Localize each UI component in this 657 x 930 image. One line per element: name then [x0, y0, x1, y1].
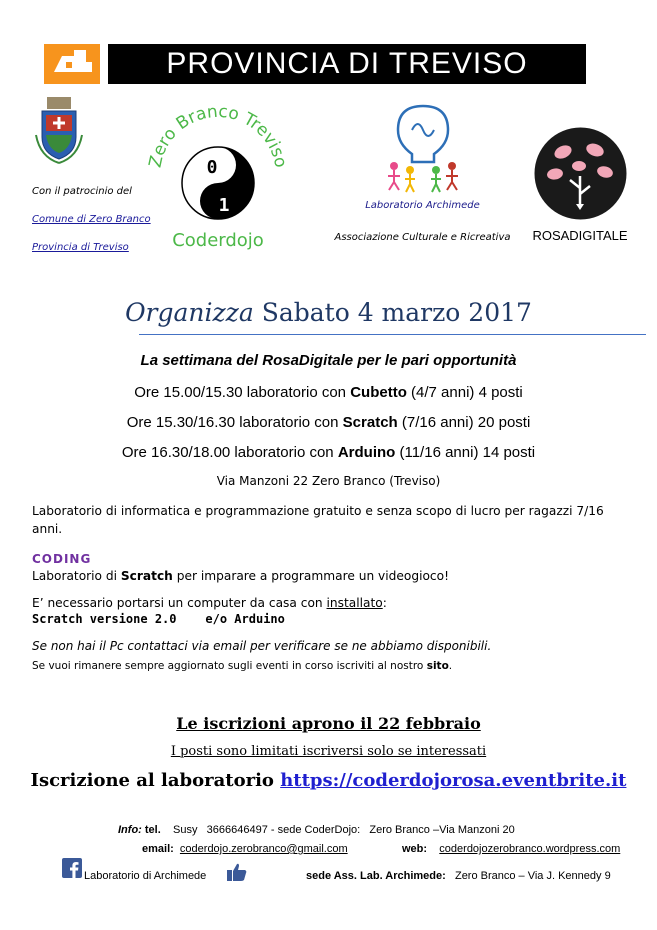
event-subtitle: La settimana del RosaDigitale per le pari opportunità	[140, 352, 517, 369]
registration-row: Iscrizione al laboratorio https://coderdojorosa.eventbrite.it	[30, 770, 627, 791]
patronage-provincia: Provincia di Treviso	[32, 242, 129, 253]
rosadigitale-name: ROSADIGITALE	[532, 228, 628, 243]
info-web-row: web: coderdojozerobranco.wordpress.com	[402, 843, 621, 855]
web-link[interactable]: coderdojozerobranco.wordpress.com	[439, 843, 621, 855]
update-note: Se vuoi rimanere sempre aggiornato sugli eventi in corso iscriviti al nostro sito.	[32, 660, 453, 672]
info-tel-row: Info: tel. Susy 3666646497 - sede CoderDojo: Zero Branco –Via Manzoni 20	[118, 824, 515, 836]
rosadigitale-logo-icon	[533, 126, 628, 221]
facebook-label: Laboratorio di Archimede	[84, 870, 207, 882]
coding-title: CODING	[32, 552, 92, 566]
registration-opens: Le iscrizioni aprono il 22 febbraio	[176, 714, 481, 733]
slot-scratch: Ore 15.30/16.30 laboratorio con Scratch (7/16 anni) 20 posti	[126, 414, 531, 431]
coat-of-arms-icon	[34, 95, 84, 165]
slot-cubetto: Ore 15.00/15.30 laboratorio con Cubetto (4/7 anni) 4 posti	[134, 384, 523, 401]
organizza-word: Organizza	[125, 298, 254, 327]
banner-title: PROVINCIA DI TREVISO	[108, 44, 586, 84]
heading-divider	[139, 334, 646, 335]
pc-note: Se non hai il Pc contattaci via email per verificare se ne abbiamo disponibili.	[32, 639, 492, 653]
lightbulb-logo-icon	[378, 100, 468, 195]
lab-description: Laboratorio di informatica e programmazione gratuito e senza scopo di lucro per ragazzi 7/16 anni.	[32, 504, 604, 536]
facebook-icon[interactable]	[62, 858, 82, 878]
limited-places-note: I posti sono limitati iscriversi solo se interessati	[170, 744, 487, 759]
software-requirement: Scratch versione 2.0 e/o Arduino	[32, 612, 285, 626]
event-date: Sabato 4 marzo 2017	[261, 298, 532, 327]
archimede-name: Laboratorio Archimede	[365, 200, 480, 211]
event-address: Via Manzoni 22 Zero Branco (Treviso)	[216, 474, 441, 488]
requirement-text: E’ necessario portarsi un computer da casa con installato:	[32, 596, 387, 610]
like-icon[interactable]	[226, 862, 248, 882]
province-logo-icon	[44, 44, 100, 84]
coderdojo-digit-top: 0	[206, 157, 218, 178]
coderdojo-ring-text: Zero Branco Treviso	[145, 101, 291, 170]
patronage-label: Con il patrocinio del	[32, 186, 132, 197]
slot-arduino: Ore 16.30/18.00 laboratorio con Arduino (11/16 anni) 14 posti	[121, 444, 536, 461]
coderdojo-name: Coderdojo	[172, 230, 264, 251]
event-date-heading	[0, 298, 657, 327]
site-link[interactable]: sito	[426, 660, 449, 672]
archimede-desc: Associazione Culturale e Ricreativa	[334, 232, 511, 243]
email-link[interactable]: coderdojo.zerobranco@gmail.com	[179, 843, 348, 855]
coderdojo-digit-bottom: 1	[218, 195, 230, 216]
coderdojo-logo-icon	[138, 95, 298, 255]
info-sede-row: sede Ass. Lab. Archimede: Zero Branco – Via J. Kennedy 9	[306, 870, 611, 882]
patronage-comune: Comune di Zero Branco	[32, 214, 151, 225]
info-email-row: email: coderdojo.zerobranco@gmail.com	[142, 843, 348, 855]
eventbrite-link[interactable]: https://coderdojorosa.eventbrite.it	[280, 770, 627, 791]
coding-text: Laboratorio di Scratch per imparare a programmare un videogioco!	[32, 569, 449, 583]
